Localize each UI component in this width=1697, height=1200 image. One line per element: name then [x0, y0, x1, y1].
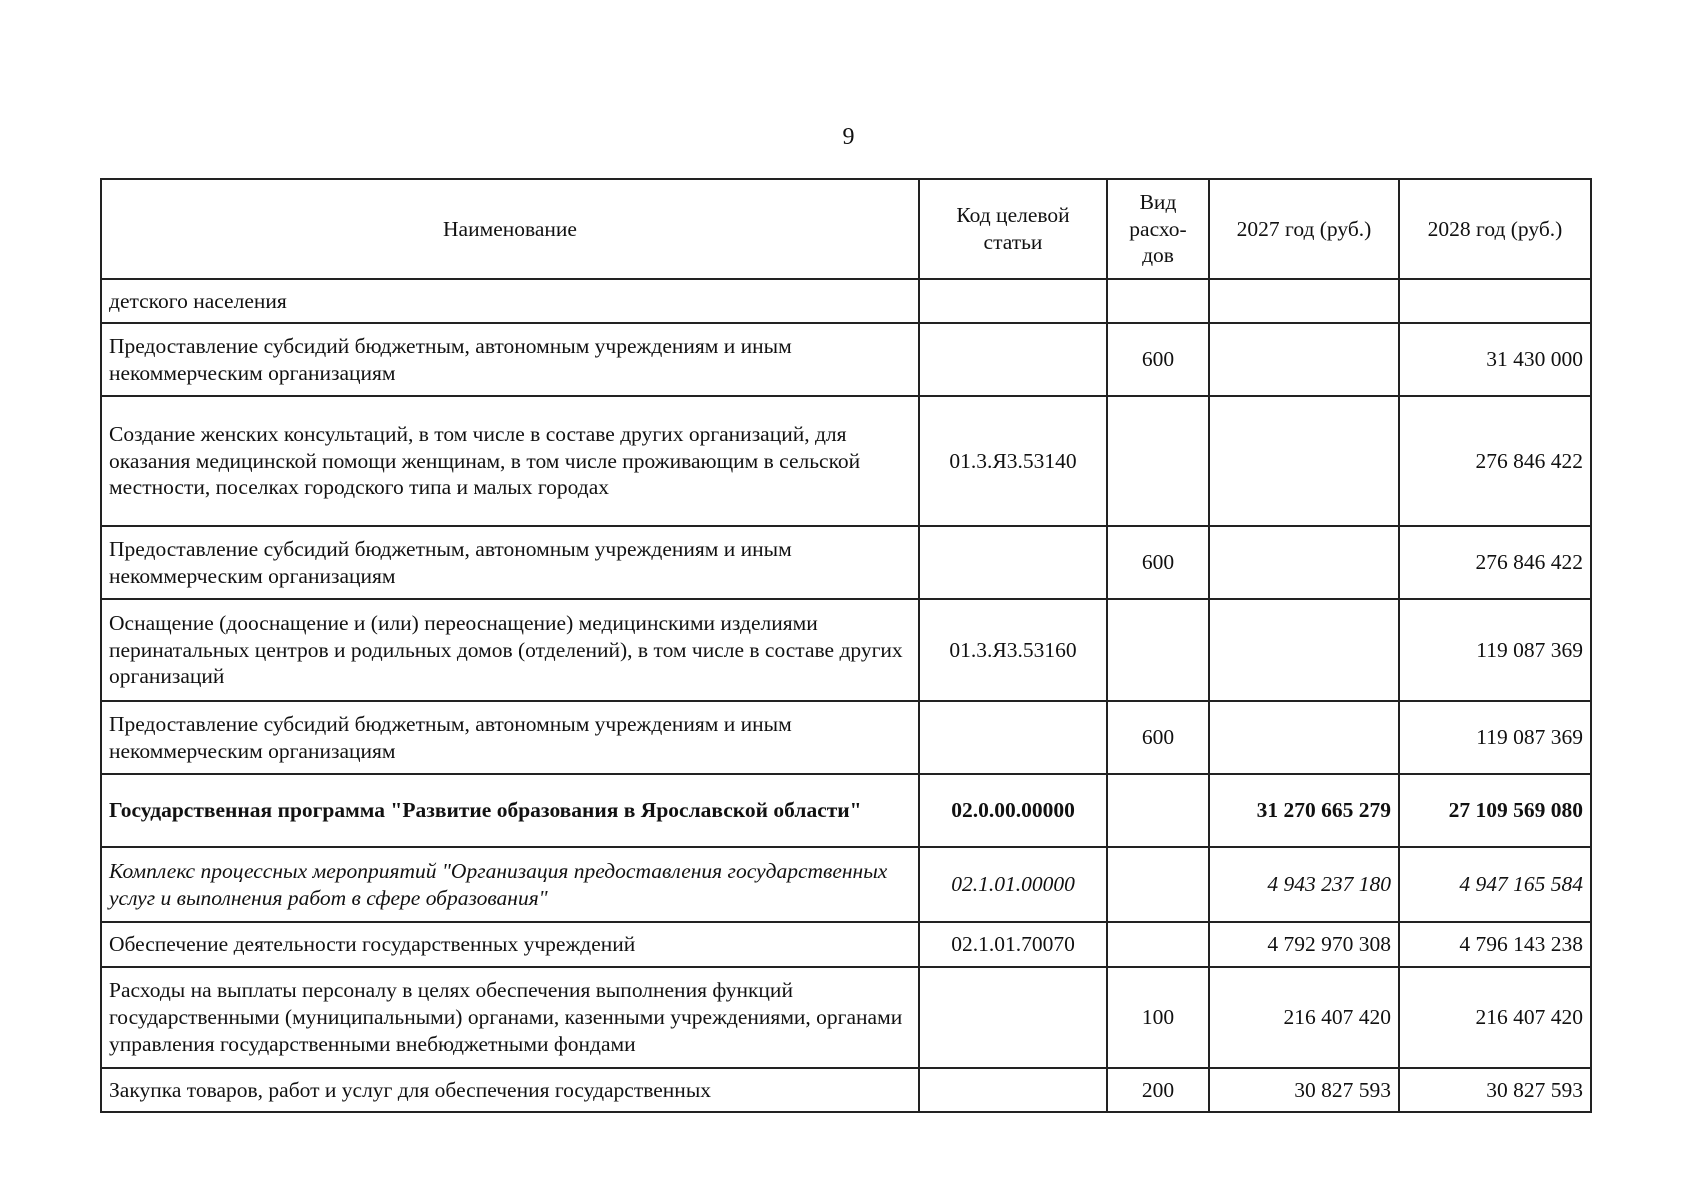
cell-type: [1107, 396, 1209, 526]
cell-2028: 27 109 569 080: [1399, 774, 1591, 847]
cell-2027: [1209, 701, 1399, 774]
cell-2027: [1209, 323, 1399, 396]
cell-code: [919, 701, 1107, 774]
cell-code: [919, 967, 1107, 1068]
cell-2028: 31 430 000: [1399, 323, 1591, 396]
cell-2027: [1209, 279, 1399, 323]
cell-2027: 30 827 593: [1209, 1068, 1399, 1112]
budget-table: [100, 178, 1592, 1113]
cell-code: [919, 279, 1107, 323]
cell-type: 100: [1107, 967, 1209, 1068]
cell-name: Закупка товаров, работ и услуг для обеспечения государственных: [101, 1068, 919, 1112]
cell-2028: 30 827 593: [1399, 1068, 1591, 1112]
table-row: [101, 847, 1591, 922]
table-row: [101, 323, 1591, 396]
header-name: Наименование: [101, 179, 919, 279]
cell-2027: [1209, 599, 1399, 701]
cell-name: Предоставление субсидий бюджетным, автономным учреждениям и иным некоммерческим организациям: [101, 526, 919, 599]
cell-code: 02.1.01.00000: [919, 847, 1107, 922]
table-row: [101, 1068, 1591, 1112]
cell-type: [1107, 847, 1209, 922]
table-header: [101, 179, 1591, 279]
cell-name: Расходы на выплаты персоналу в целях обеспечения выполнения функций государственными (муниципальными) органами, казенными учреждениями, органами управления государственными внебюджетными фондами: [101, 967, 919, 1068]
table-row: [101, 967, 1591, 1068]
cell-name: Создание женских консультаций, в том числе в составе других организаций, для оказания медицинской помощи женщинам, в том числе проживающим в сельской местности, поселках городского типа и малых городах: [101, 396, 919, 526]
cell-2028: 276 846 422: [1399, 526, 1591, 599]
table-body: [101, 279, 1591, 1112]
table-row: [101, 599, 1591, 701]
cell-code: [919, 1068, 1107, 1112]
cell-code: [919, 526, 1107, 599]
header-type: Вид расхо-дов: [1107, 179, 1209, 279]
cell-code: 02.1.01.70070: [919, 922, 1107, 967]
table-row: [101, 279, 1591, 323]
cell-type: [1107, 774, 1209, 847]
cell-2027: [1209, 526, 1399, 599]
cell-2027: 4 943 237 180: [1209, 847, 1399, 922]
cell-2028: 276 846 422: [1399, 396, 1591, 526]
cell-name: Государственная программа "Развитие образования в Ярославской области": [101, 774, 919, 847]
table-row: [101, 396, 1591, 526]
cell-type: 200: [1107, 1068, 1209, 1112]
cell-code: 01.3.Я3.53160: [919, 599, 1107, 701]
cell-type: [1107, 922, 1209, 967]
cell-type: 600: [1107, 323, 1209, 396]
cell-name: Обеспечение деятельности государственных учреждений: [101, 922, 919, 967]
table-row: [101, 526, 1591, 599]
cell-code: 02.0.00.00000: [919, 774, 1107, 847]
header-2027: 2027 год (руб.): [1209, 179, 1399, 279]
cell-name: Предоставление субсидий бюджетным, автономным учреждениям и иным некоммерческим организациям: [101, 701, 919, 774]
cell-code: 01.3.Я3.53140: [919, 396, 1107, 526]
cell-2027: 31 270 665 279: [1209, 774, 1399, 847]
cell-2028: 119 087 369: [1399, 599, 1591, 701]
cell-2028: 216 407 420: [1399, 967, 1591, 1068]
cell-2027: [1209, 396, 1399, 526]
table-row: [101, 922, 1591, 967]
cell-name: Оснащение (дооснащение и (или) переоснащение) медицинскими изделиями перинатальных центров и родильных домов (отделений), в том числе в составе других организаций: [101, 599, 919, 701]
table-row: [101, 701, 1591, 774]
cell-name: детского населения: [101, 279, 919, 323]
cell-code: [919, 323, 1107, 396]
table-row: [101, 774, 1591, 847]
cell-type: 600: [1107, 526, 1209, 599]
header-code: Код целевой статьи: [919, 179, 1107, 279]
page-number: 9: [842, 124, 855, 150]
cell-name: Комплекс процессных мероприятий "Организация предоставления государственных услуг и выполнения работ в сфере образования": [101, 847, 919, 922]
cell-type: 600: [1107, 701, 1209, 774]
cell-2028: [1399, 279, 1591, 323]
cell-type: [1107, 279, 1209, 323]
cell-2027: 216 407 420: [1209, 967, 1399, 1068]
cell-2028: 119 087 369: [1399, 701, 1591, 774]
header-2028: 2028 год (руб.): [1399, 179, 1591, 279]
cell-2028: 4 796 143 238: [1399, 922, 1591, 967]
cell-type: [1107, 599, 1209, 701]
cell-2028: 4 947 165 584: [1399, 847, 1591, 922]
cell-name: Предоставление субсидий бюджетным, автономным учреждениям и иным некоммерческим организациям: [101, 323, 919, 396]
cell-2027: 4 792 970 308: [1209, 922, 1399, 967]
